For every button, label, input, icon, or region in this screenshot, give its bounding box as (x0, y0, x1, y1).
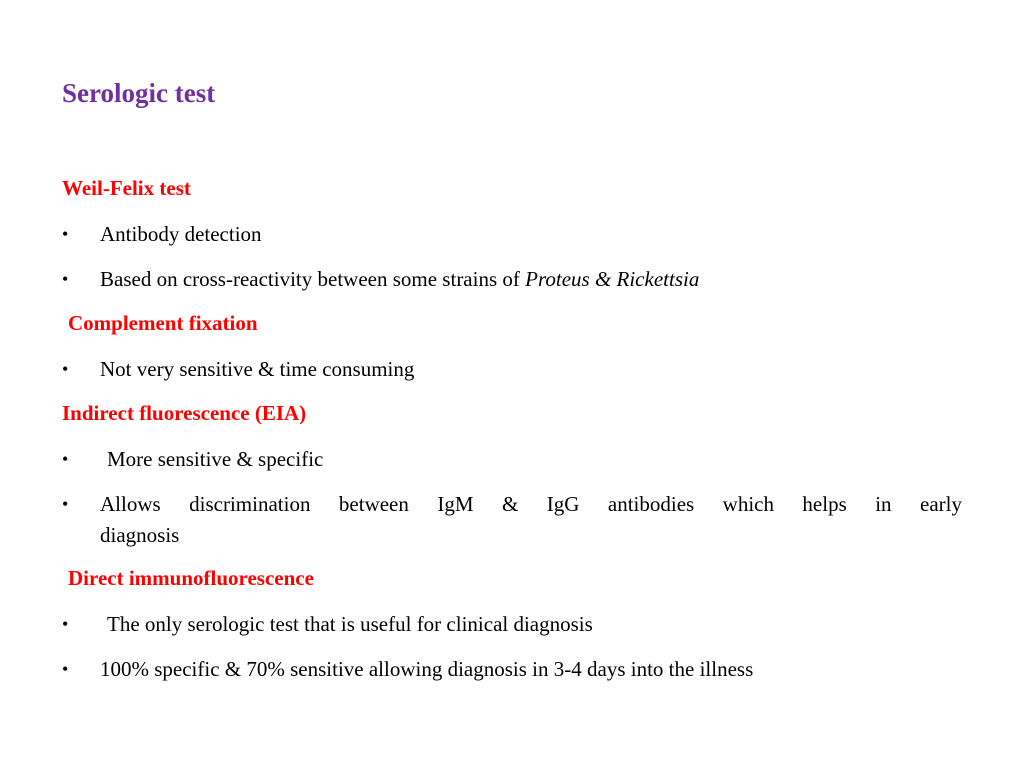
bullet-specific-sensitive (62, 654, 962, 685)
heading-weil-felix: Weil-Felix test (62, 176, 191, 200)
bullet-icon: • (62, 494, 69, 514)
bullet-allows-discrimination (62, 489, 962, 551)
bullet-icon: • (62, 659, 69, 679)
bullet-text (100, 264, 962, 295)
bullet-icon: • (62, 359, 69, 379)
bullet-text: The only serologic test that is useful for clinical diagnosis (107, 612, 593, 636)
heading-direct-immunofluorescence: Direct immunofluorescence (68, 566, 314, 590)
bullet-not-sensitive (62, 354, 962, 385)
bullet-text-line1: Allows discrimination between IgM & IgG antibodies which helps in early (100, 492, 962, 516)
bullet-text (100, 489, 962, 551)
bullet-text-italic-organisms: Proteus & Rickettsia (525, 267, 700, 291)
bullet-icon: • (62, 224, 69, 244)
bullet-more-sensitive (62, 444, 962, 475)
heading-complement-fixation: Complement fixation (68, 311, 258, 335)
bullet-text: More sensitive & specific (107, 447, 324, 471)
bullet-text: Antibody detection (100, 222, 262, 246)
slide-title: Serologic test (62, 78, 216, 108)
heading-indirect-fluorescence: Indirect fluorescence (EIA) (62, 401, 307, 425)
bullet-text-plain: Based on cross-reactivity between some strains of (100, 267, 526, 291)
bullet-icon: • (62, 614, 69, 634)
bullet-icon: • (62, 269, 69, 289)
bullet-icon: • (62, 449, 69, 469)
bullet-cross-reactivity (62, 264, 962, 295)
bullet-text: 100% specific & 70% sensitive allowing diagnosis in 3-4 days into the illness (100, 657, 754, 681)
bullet-only-serologic (62, 609, 962, 640)
bullet-text-line2: diagnosis (100, 523, 180, 547)
bullet-text: Not very sensitive & time consuming (100, 357, 415, 381)
bullet-antibody-detection (62, 219, 962, 250)
